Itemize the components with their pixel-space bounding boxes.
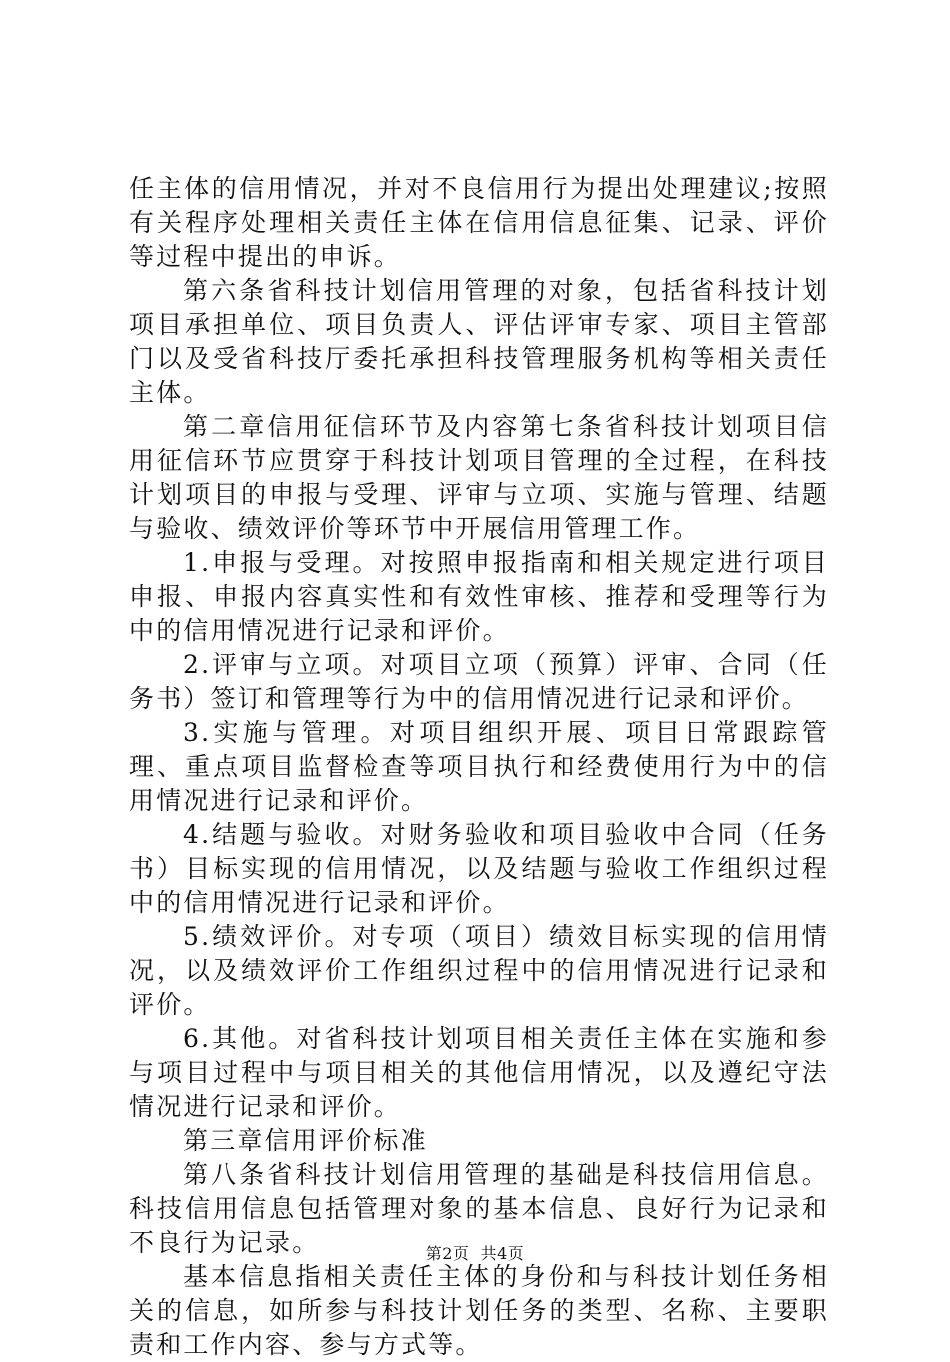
footer-spacer — [469, 1244, 480, 1263]
paragraph: 第八条省科技计划信用管理的基础是科技信用信息。科技信用信息包括管理对象的基本信息、良好行为记录和不良行为记录。 — [129, 1160, 829, 1257]
paragraph: 第六条省科技计划信用管理的对象，包括省科技计划项目承担单位、项目负责人、评估评审专家、项目主管部门以及受省科技厅委托承担科技管理服务机构等相关责任主体。 — [129, 276, 829, 407]
paragraph: 2.评审与立项。对项目立项（预算）评审、合同（任务书）签订和管理等行为中的信用情况进行记录和评价。 — [129, 650, 829, 713]
page-number-current: 第2页 — [425, 1244, 470, 1263]
paragraph: 第二章信用征信环节及内容第七条省科技计划项目信用征信环节应贯穿于科技计划项目管理的全过程，在科技计划项目的申报与受理、评审与立项、实施与管理、结题与验收、绩效评价等环节中开展信用管理工作。 — [129, 412, 829, 543]
paragraph: 3.实施与管理。对项目组织开展、项目日常跟踪管理、重点项目监督检查等项目执行和经费使用行为中的信用情况进行记录和评价。 — [129, 718, 829, 815]
paragraph: 任主体的信用情况，并对不良信用行为提出处理建议;按照有关程序处理相关责任主体在信用信息征集、记录、评价等过程中提出的申诉。 — [129, 174, 829, 271]
paragraph: 6.其他。对省科技计划项目相关责任主体在实施和参与项目过程中与项目相关的其他信用情况，以及遵纪守法情况进行记录和评价。 — [129, 1024, 829, 1121]
paragraph: 5.绩效评价。对专项（项目）绩效目标实现的信用情况，以及绩效评价工作组织过程中的信用情况进行记录和评价。 — [129, 922, 829, 1019]
page-number-total: 共4页 — [480, 1244, 525, 1263]
chapter-heading: 第三章信用评价标准 — [183, 1126, 428, 1155]
paragraph: 1.申报与受理。对按照申报指南和相关规定进行项目申报、申报内容真实性和有效性审核、推荐和受理等行为中的信用情况进行记录和评价。 — [129, 548, 829, 645]
paragraph: 4.结题与验收。对财务验收和项目验收中合同（任务书）目标实现的信用情况，以及结题与验收工作组织过程中的信用情况进行记录和评价。 — [129, 820, 829, 917]
page-footer — [0, 1244, 950, 1264]
document-body — [129, 172, 829, 1362]
paragraph: 基本信息指相关责任主体的身份和与科技计划任务相关的信息，如所参与科技计划任务的类型、名称、主要职责和工作内容、参与方式等。 — [129, 1262, 829, 1359]
